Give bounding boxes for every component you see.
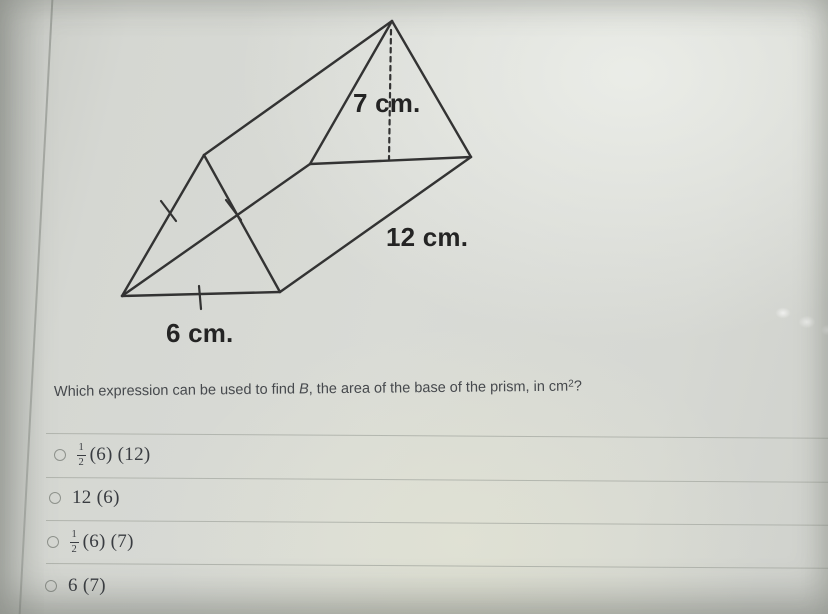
question-text-part2: , the area of the base of the prism, in cm	[308, 378, 569, 398]
figure-height-label: 7 cm.	[353, 88, 421, 118]
radio-button[interactable]	[49, 492, 61, 504]
question-text-part1: Which expression can be used to find	[53, 381, 300, 400]
fraction-numerator: 1	[70, 530, 79, 543]
radio-button[interactable]	[54, 449, 66, 461]
option-row-3[interactable]	[0, 520, 828, 564]
figure-base-label: 6 cm.	[166, 318, 234, 348]
option-row-4[interactable]	[0, 564, 828, 608]
answer-options-list	[0, 433, 828, 607]
option-label	[72, 487, 120, 509]
option-expression: (6) (7)	[82, 530, 134, 552]
fraction-numerator: 1	[77, 443, 86, 456]
fraction	[77, 443, 86, 468]
option-label	[68, 575, 106, 597]
edge-lateral-bottom-left	[122, 164, 310, 296]
option-expression: (6) (12)	[89, 443, 151, 465]
question-text-part3: ?	[573, 378, 582, 395]
radio-button[interactable]	[47, 536, 59, 548]
fraction-denominator: 2	[71, 543, 78, 555]
option-label	[70, 529, 134, 554]
radio-button[interactable]	[45, 580, 57, 592]
edge-front-right	[204, 155, 280, 292]
question-variable: B	[298, 381, 309, 398]
option-row-1[interactable]	[0, 433, 828, 477]
edge-back-bottom	[310, 157, 471, 164]
figure-length-label: 12 cm.	[386, 222, 469, 252]
edge-front-left	[122, 155, 204, 296]
question-superscript: 2	[568, 378, 574, 390]
option-expression: 6 (7)	[68, 574, 106, 596]
tick-mark-base-midpoint	[199, 286, 201, 309]
option-expression: 12 (6)	[72, 487, 120, 509]
fraction	[70, 530, 79, 555]
option-row-2[interactable]	[0, 477, 828, 521]
edge-front-bottom	[122, 292, 280, 296]
option-label	[77, 442, 151, 467]
fraction-denominator: 2	[78, 456, 85, 468]
